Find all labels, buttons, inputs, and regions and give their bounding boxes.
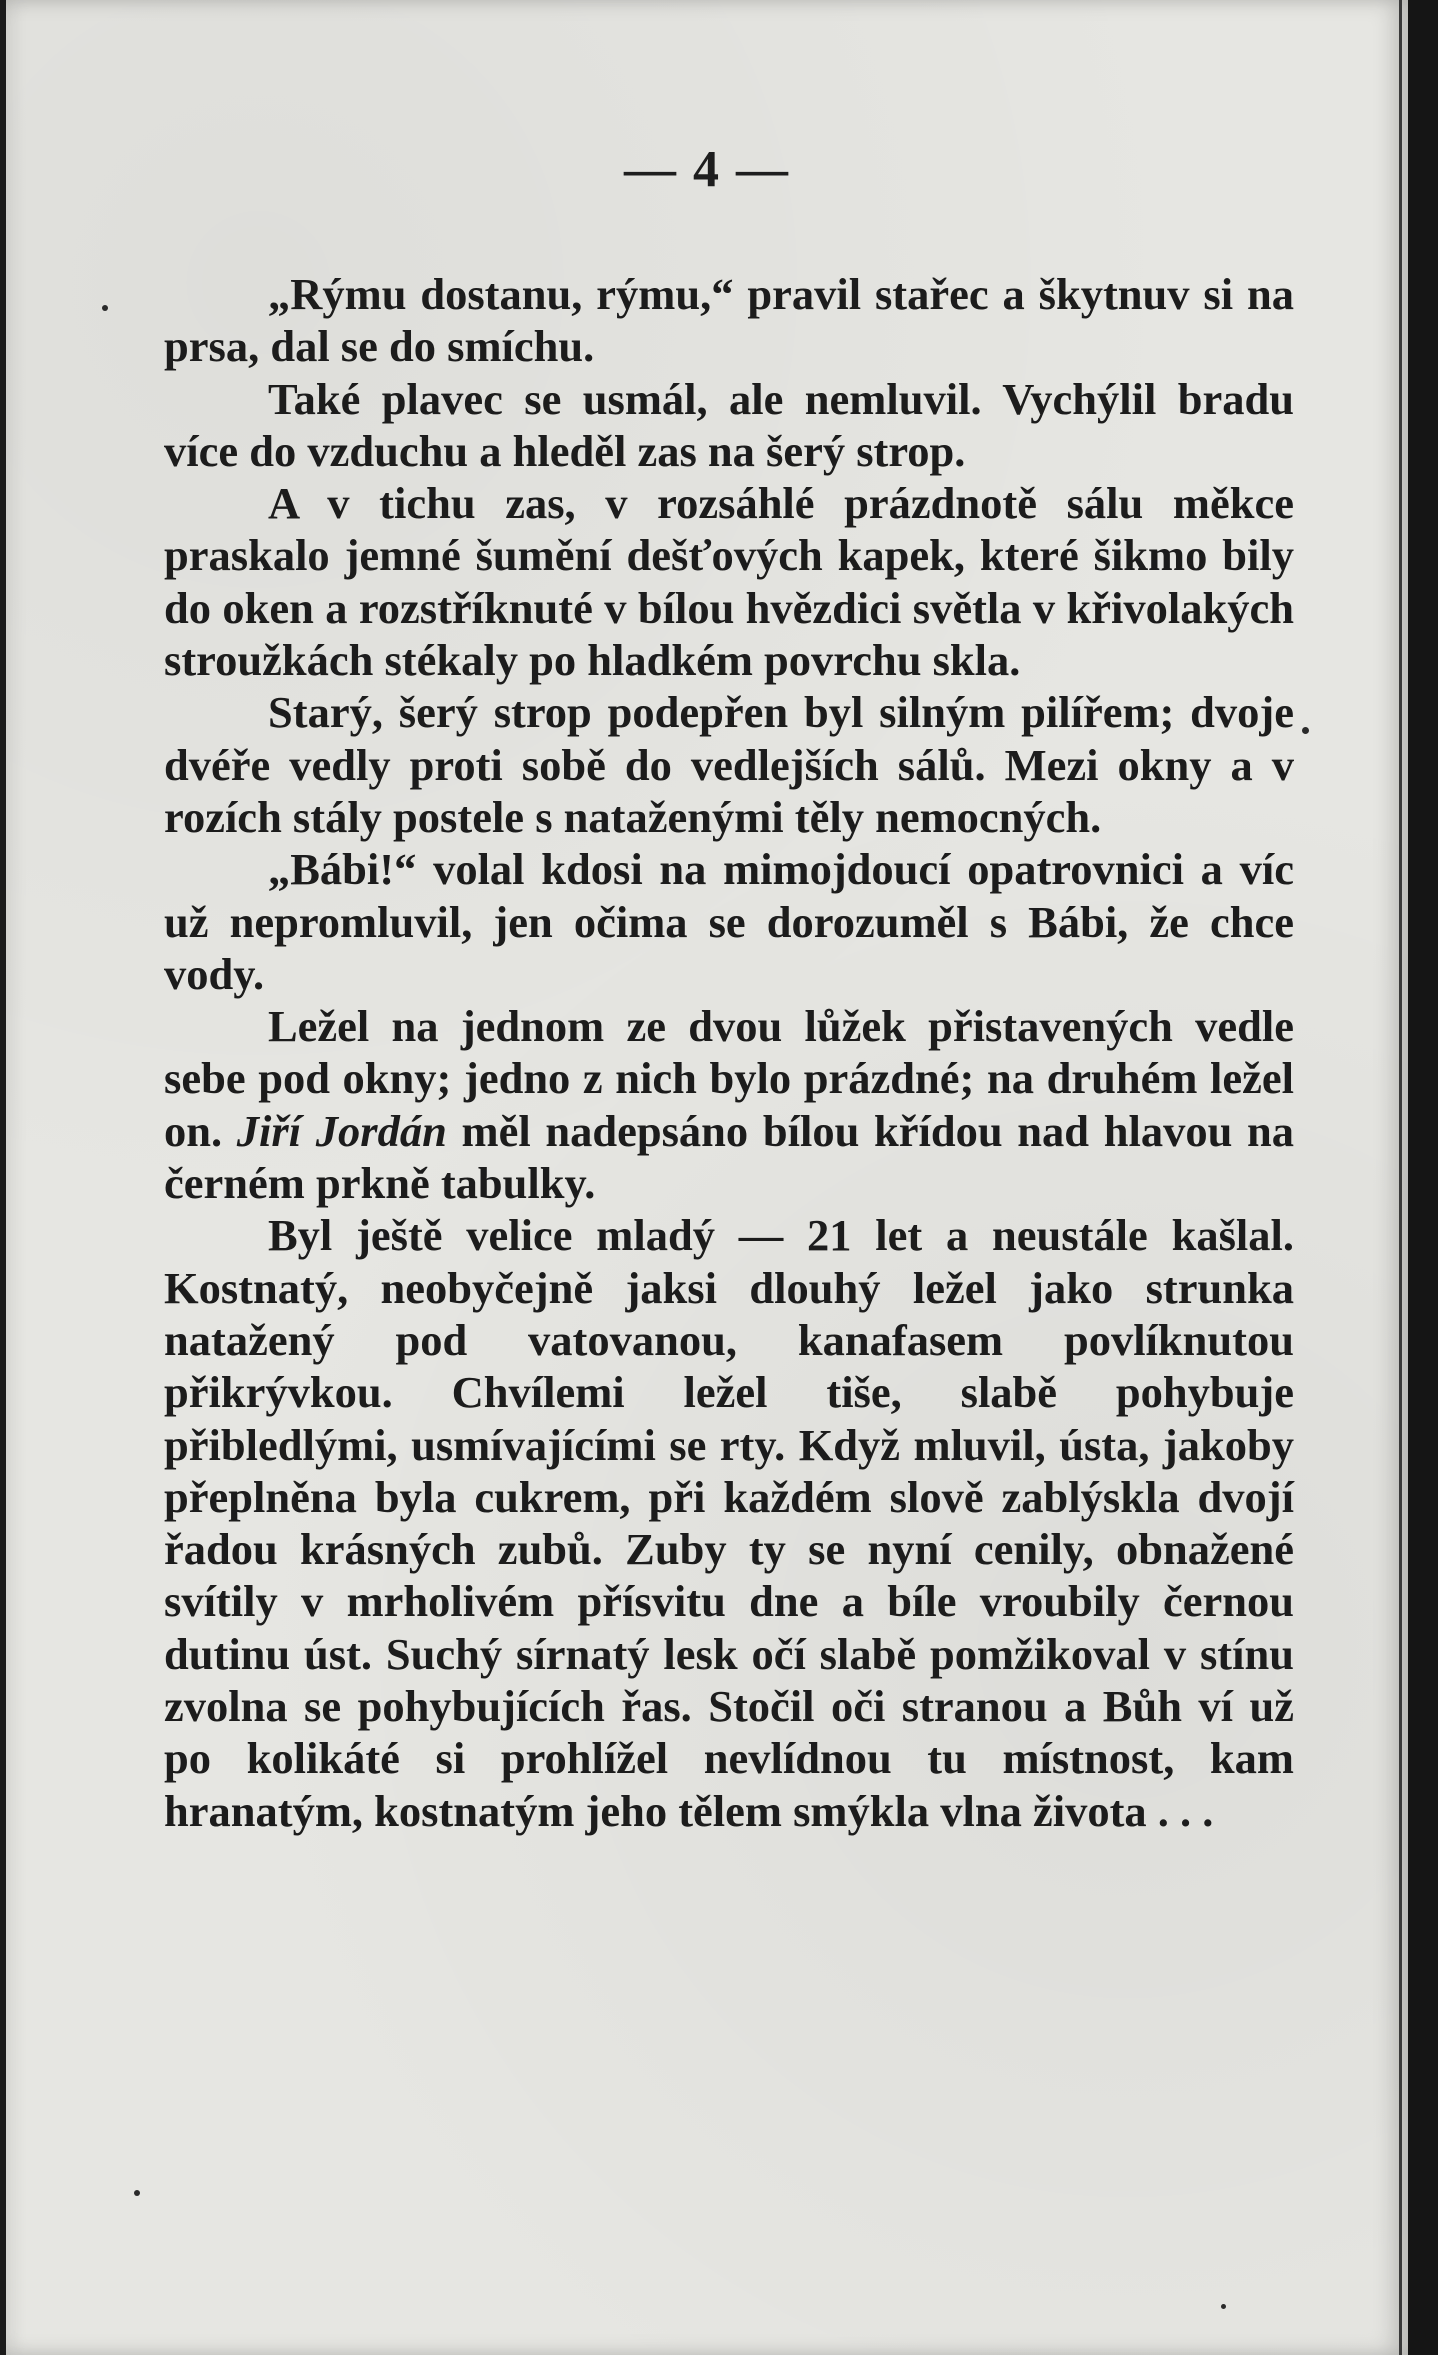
paragraph-7: Byl ještě velice mladý — 21 let a neustále kašlal. Kostnatý, neobyčejně jaksi dlouhý ležel jako strunka natažený pod vatovanou, kanafasem povlíknutou přikrývkou. Chvílemi ležel tiše, slabě pohybuje přibledlými, usmívajícími se rty. Když mluvil, ústa, jakoby přeplněna byla cukrem, při každém slově zablýskla dvojí řadou krásných zubů. Zuby ty se nyní cenily, obnažené svítily v mrholivém přísvitu dne a bíle vroubily černou dutinu úst. Suchý sírnatý lesk očí slabě pomžikoval v stínu zvolna se pohybujících řas. Stočil oči stranou a Bůh ví už po kolikáté si prohlížel nevlídnou tu místnost, kam hranatým, kostnatým jeho tělem smýkla vlna života . . . bbox=[164, 1210, 1294, 1836]
paragraph-2: Také plavec se usmál, ale nemluvil. Vychýlil bradu více do vzduchu a hleděl zas na šerý strop. bbox=[164, 373, 1294, 476]
scan-dark-edge bbox=[1408, 0, 1438, 2355]
paper-speck bbox=[102, 305, 108, 311]
character-name: Jiří Jordán bbox=[236, 1105, 447, 1156]
paragraph-1: „Rýmu dostanu, rýmu,“ pravil stařec a škytnuv si na prsa, dal se do smíchu. bbox=[164, 269, 1294, 372]
paragraph-4: Starý, šerý strop podepřen byl silným pilířem; dvoje dvéře vedly proti sobě do vedlejších sálů. Mezi okny a v rozích stály postele s nataženými těly nemocných. bbox=[164, 687, 1294, 842]
paper-speck bbox=[134, 2190, 140, 2196]
page-number: — 4 — bbox=[624, 141, 790, 198]
page-edge-line bbox=[1399, 0, 1402, 2355]
paper-speck bbox=[1221, 2304, 1226, 2309]
paragraph-3: A v tichu zas, v rozsáhlé prázdnotě sálu měkce praskalo jemné šumění dešťových kapek, které šikmo bily do oken a rozstříknuté v bílou hvězdici světla v křivolakých stroužkách stékaly po hladkém povrchu skla. bbox=[164, 478, 1294, 686]
paragraph-6 bbox=[164, 1000, 1294, 1209]
paper-speck bbox=[1302, 727, 1309, 734]
body-text bbox=[164, 268, 1294, 1837]
paragraph-6-part-1: Ležel na jednom ze dvou lůžek přistavených vedle sebe pod okny; jedno z nich bylo prázdné; na druhém ležel on. bbox=[164, 1001, 1294, 1156]
paragraph-6-part-2: měl nadepsáno bílou křídou nad hlavou na černém prkně tabulky. bbox=[164, 1105, 1294, 1209]
paragraph-5: „Bábi!“ volal kdosi na mimojdoucí opatrovnici a víc už nepromluvil, jen očima se dorozuměl s Bábi, že chce vody. bbox=[164, 844, 1294, 999]
book-page bbox=[6, 0, 1408, 2355]
